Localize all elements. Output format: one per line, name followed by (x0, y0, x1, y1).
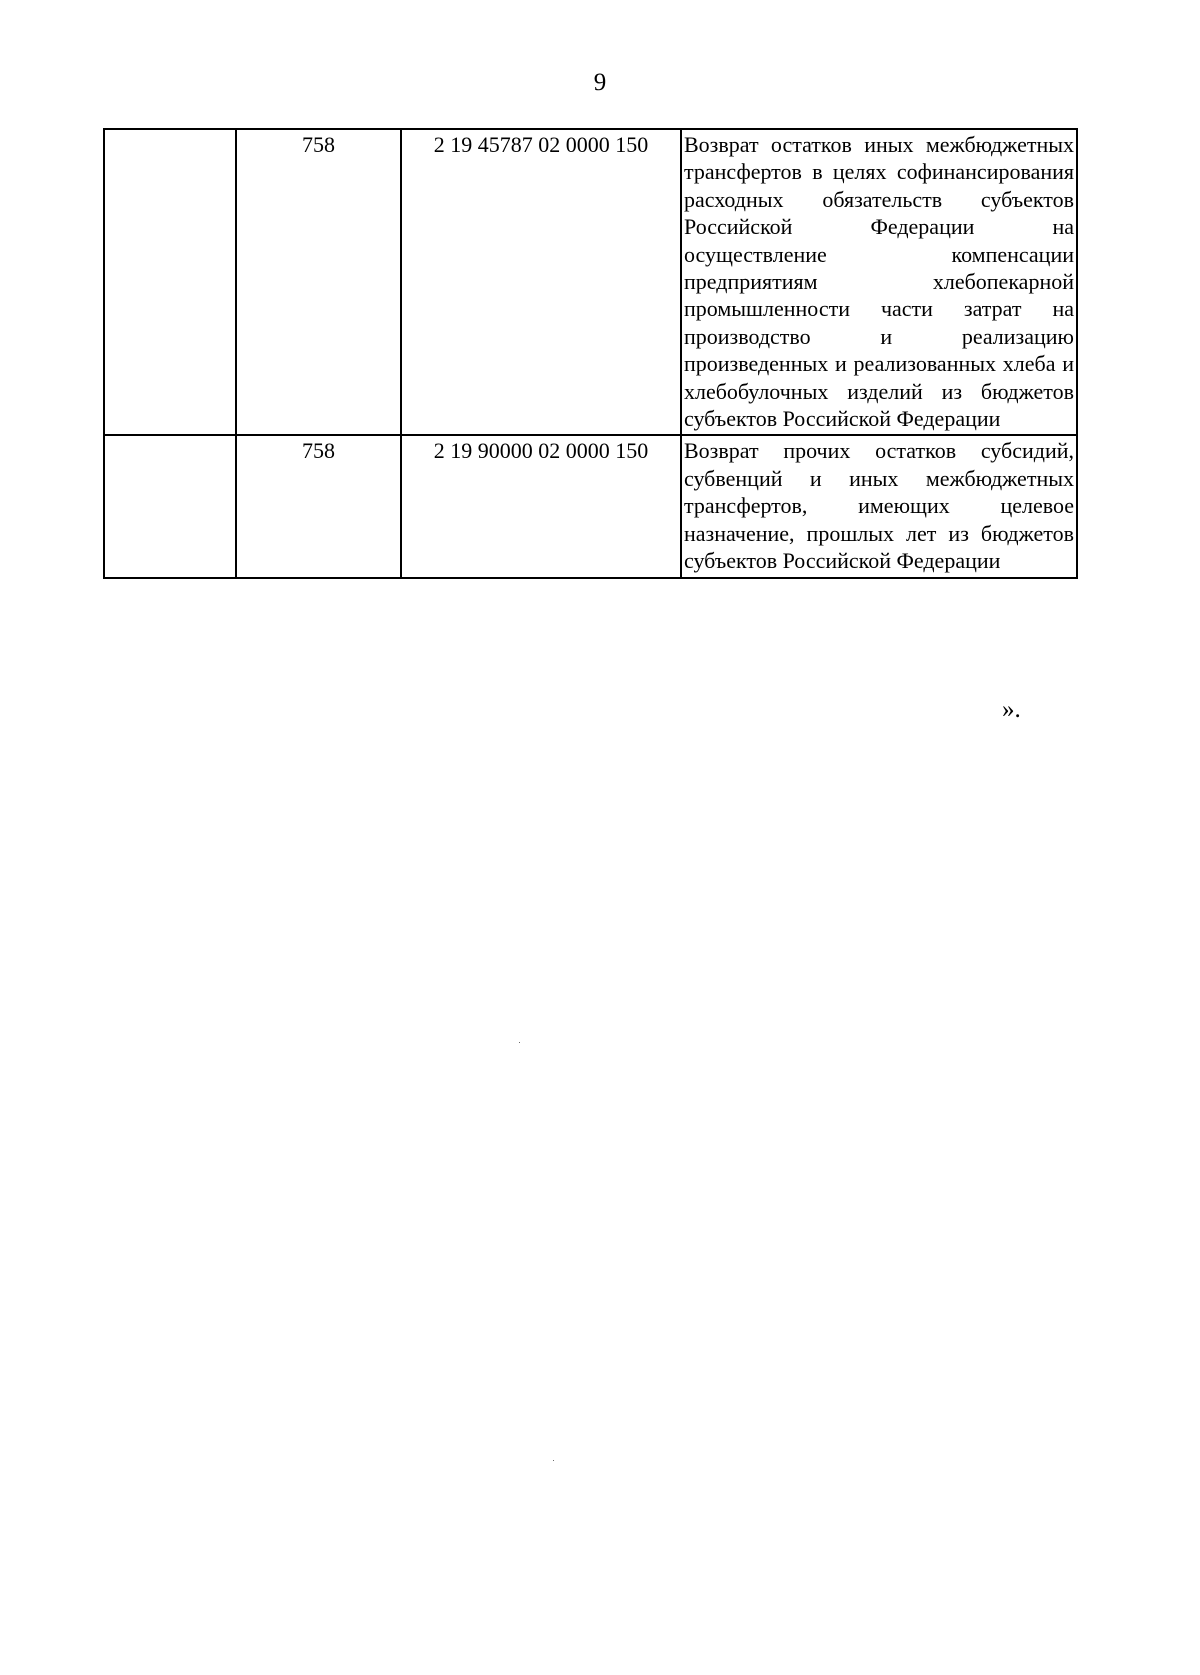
description-cell: Возврат остатков иных межбюджетных трансфертов в целях софинансирования расходных обязательств субъектов Российской Федерации на осуществление компенсации предприятиям хлебопекарной промышленности части затрат на производство и реализацию произведенных и реализованных хлеба и хлебобулочных изделий из бюджетов субъектов Российской Федерации (681, 129, 1077, 435)
description-cell: Возврат прочих остатков субсидий, субвенций и иных межбюджетных трансфертов, имеющих целевое назначение, прошлых лет из бюджетов субъектов Российской Федерации (681, 435, 1077, 577)
group-cell (104, 435, 236, 577)
admin-code-cell: 758 (236, 129, 401, 435)
table-row (104, 129, 1077, 435)
scan-speck (519, 1042, 520, 1043)
group-cell (104, 129, 236, 435)
income-code-cell: 2 19 90000 02 0000 150 (401, 435, 681, 577)
income-code-cell: 2 19 45787 02 0000 150 (401, 129, 681, 435)
scan-speck (553, 1460, 554, 1461)
closing-quote-mark: ». (1002, 696, 1021, 723)
budget-code-table (103, 128, 1078, 579)
page-number: 9 (593, 69, 607, 96)
table-row (104, 435, 1077, 577)
admin-code-cell: 758 (236, 435, 401, 577)
